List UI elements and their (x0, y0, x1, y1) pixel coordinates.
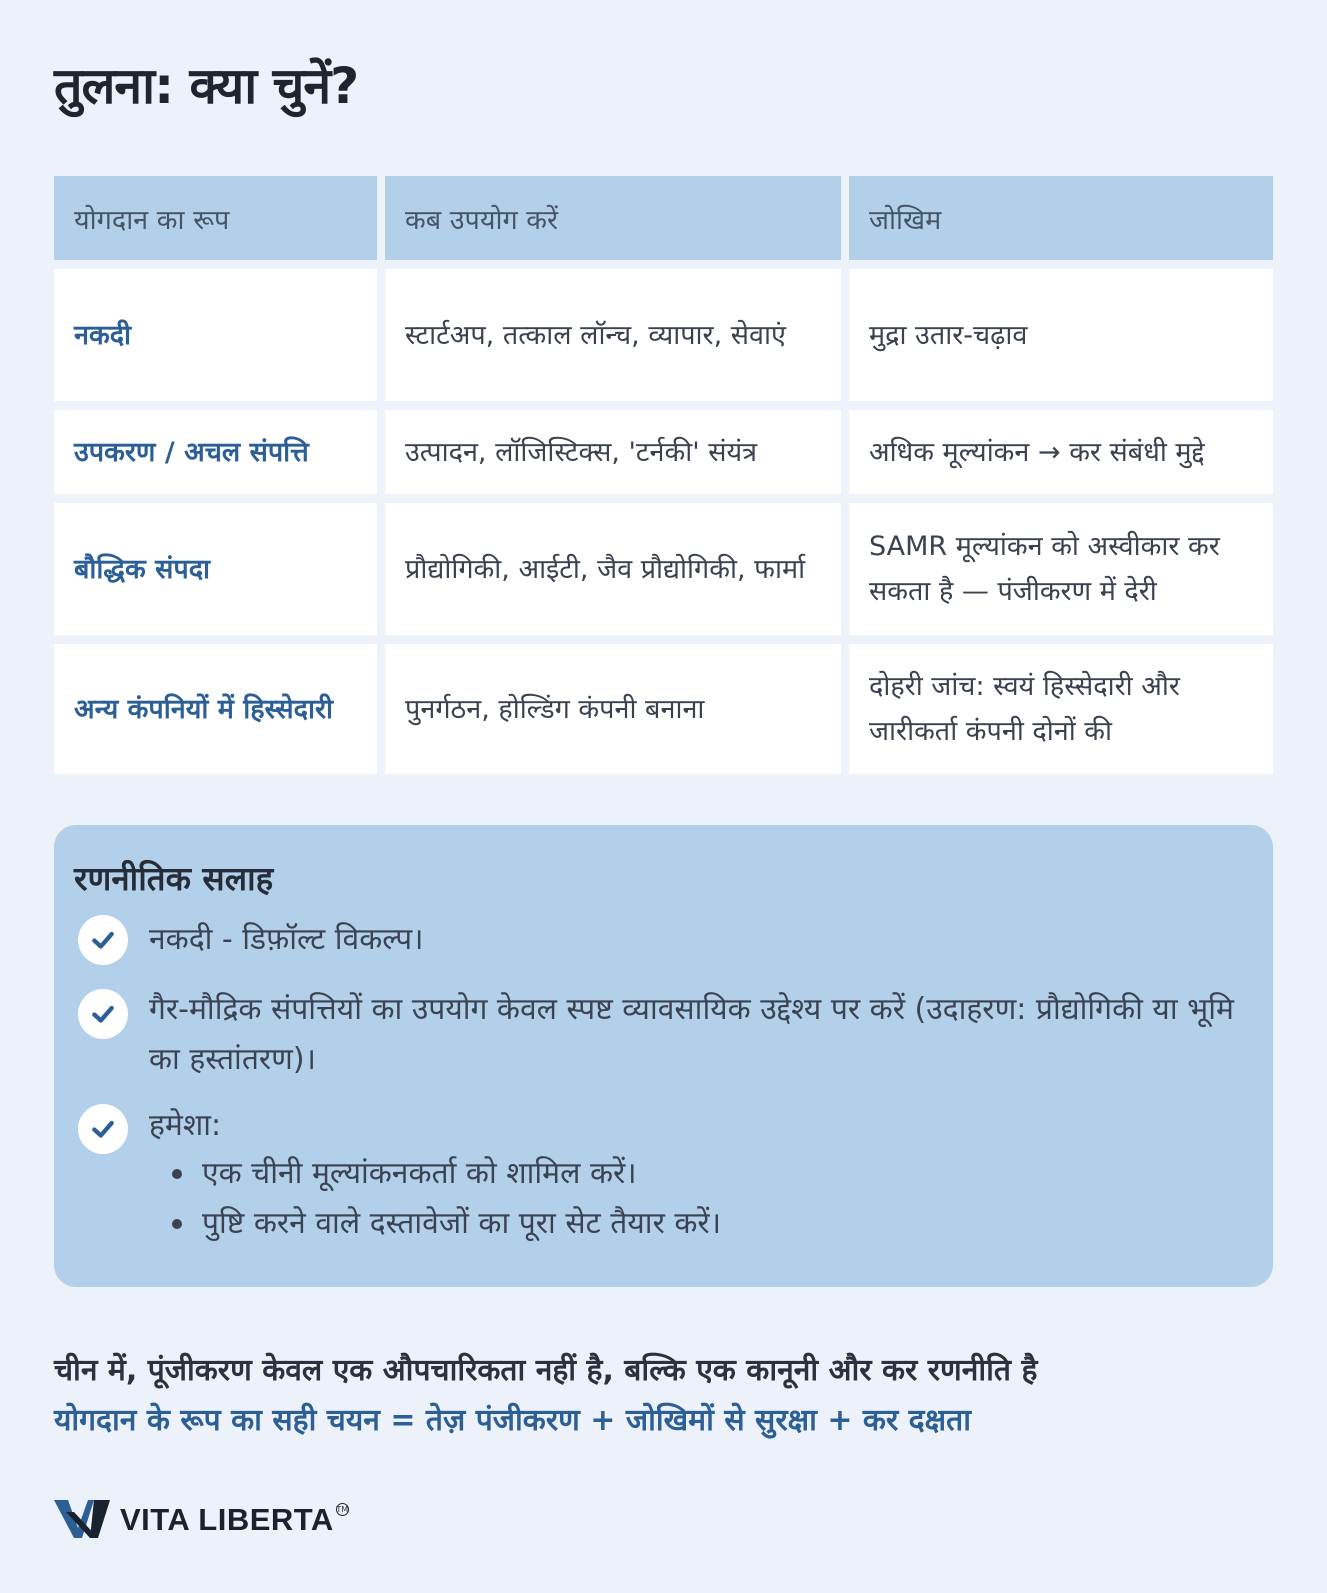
row-type-cell: उपकरण / अचल संपत्ति (54, 410, 377, 494)
advice-item: हमेशा: (149, 1108, 222, 1143)
bullet-icon (172, 1219, 182, 1229)
row-when-cell: उत्पादन, लॉजिस्टिक्स, 'टर्नकी' संयंत्र (385, 410, 841, 494)
row-when-cell: स्टार्टअप, तत्काल लॉन्च, व्यापार, सेवाएं (385, 269, 841, 401)
check-icon (78, 915, 128, 965)
row-risk-cell: मुद्रा उतार-चढ़ाव (849, 269, 1273, 401)
row-when-cell: प्रौद्योगिकी, आईटी, जैव प्रौद्योगिकी, फार्मा (385, 503, 841, 635)
page-title: तुलना: क्या चुनें? (54, 57, 359, 115)
advice-item: गैर-मौद्रिक संपत्तियों का उपयोग केवल स्पष्ट व्यावसायिक उद्देश्य पर करें (उदाहरण: प्रौद्योगिकी या भूमि का हस्तांतरण)। (149, 992, 1234, 1077)
row-risk-cell: SAMR मूल्यांकन को अस्वीकार कर सकता है — पंजीकरण में देरी (849, 503, 1273, 635)
check-icon (78, 989, 128, 1039)
table-header-cell: योगदान का रूप (54, 176, 377, 260)
advice-item: नकदी - डिफ़ॉल्ट विकल्प। (149, 922, 424, 957)
comparison-table (54, 176, 1273, 774)
strategic-advice-box (54, 825, 1273, 1287)
formula-text: योगदान के रूप का सही चयन = तेज़ पंजीकरण + जोखिमों से सुरक्षा + कर दक्षता (54, 1403, 971, 1438)
table-header-cell: कब उपयोग करें (385, 176, 841, 260)
logo-mark-icon (54, 1498, 110, 1542)
row-when-cell: पुनर्गठन, होल्डिंग कंपनी बनाना (385, 644, 841, 774)
row-type-cell: अन्य कंपनियों में हिस्सेदारी (54, 644, 377, 774)
table-header-cell: जोखिम (849, 176, 1273, 260)
bullet-icon (172, 1169, 182, 1179)
trademark-mark: TM (336, 1504, 349, 1514)
vita-liberta-logo (54, 1496, 349, 1544)
logo-text: VITA LIBERTA (120, 1502, 334, 1537)
advice-sub-item: पुष्टि करने वाले दस्तावेजों का पूरा सेट तैयार करें। (202, 1206, 722, 1241)
check-icon (78, 1104, 128, 1154)
row-type-cell: नकदी (54, 269, 377, 401)
advice-sub-item: एक चीनी मूल्यांकनकर्ता को शामिल करें। (202, 1156, 637, 1191)
advice-heading: रणनीतिक सलाह (74, 859, 274, 898)
conclusion-text: चीन में, पूंजीकरण केवल एक औपचारिकता नहीं है, बल्कि एक कानूनी और कर रणनीति है (54, 1353, 1038, 1388)
row-risk-cell: दोहरी जांच: स्वयं हिस्सेदारी और जारीकर्ता कंपनी दोनों की (849, 644, 1273, 774)
row-type-cell: बौद्धिक संपदा (54, 503, 377, 635)
row-risk-cell: अधिक मूल्यांकन → कर संबंधी मुद्दे (849, 410, 1273, 494)
